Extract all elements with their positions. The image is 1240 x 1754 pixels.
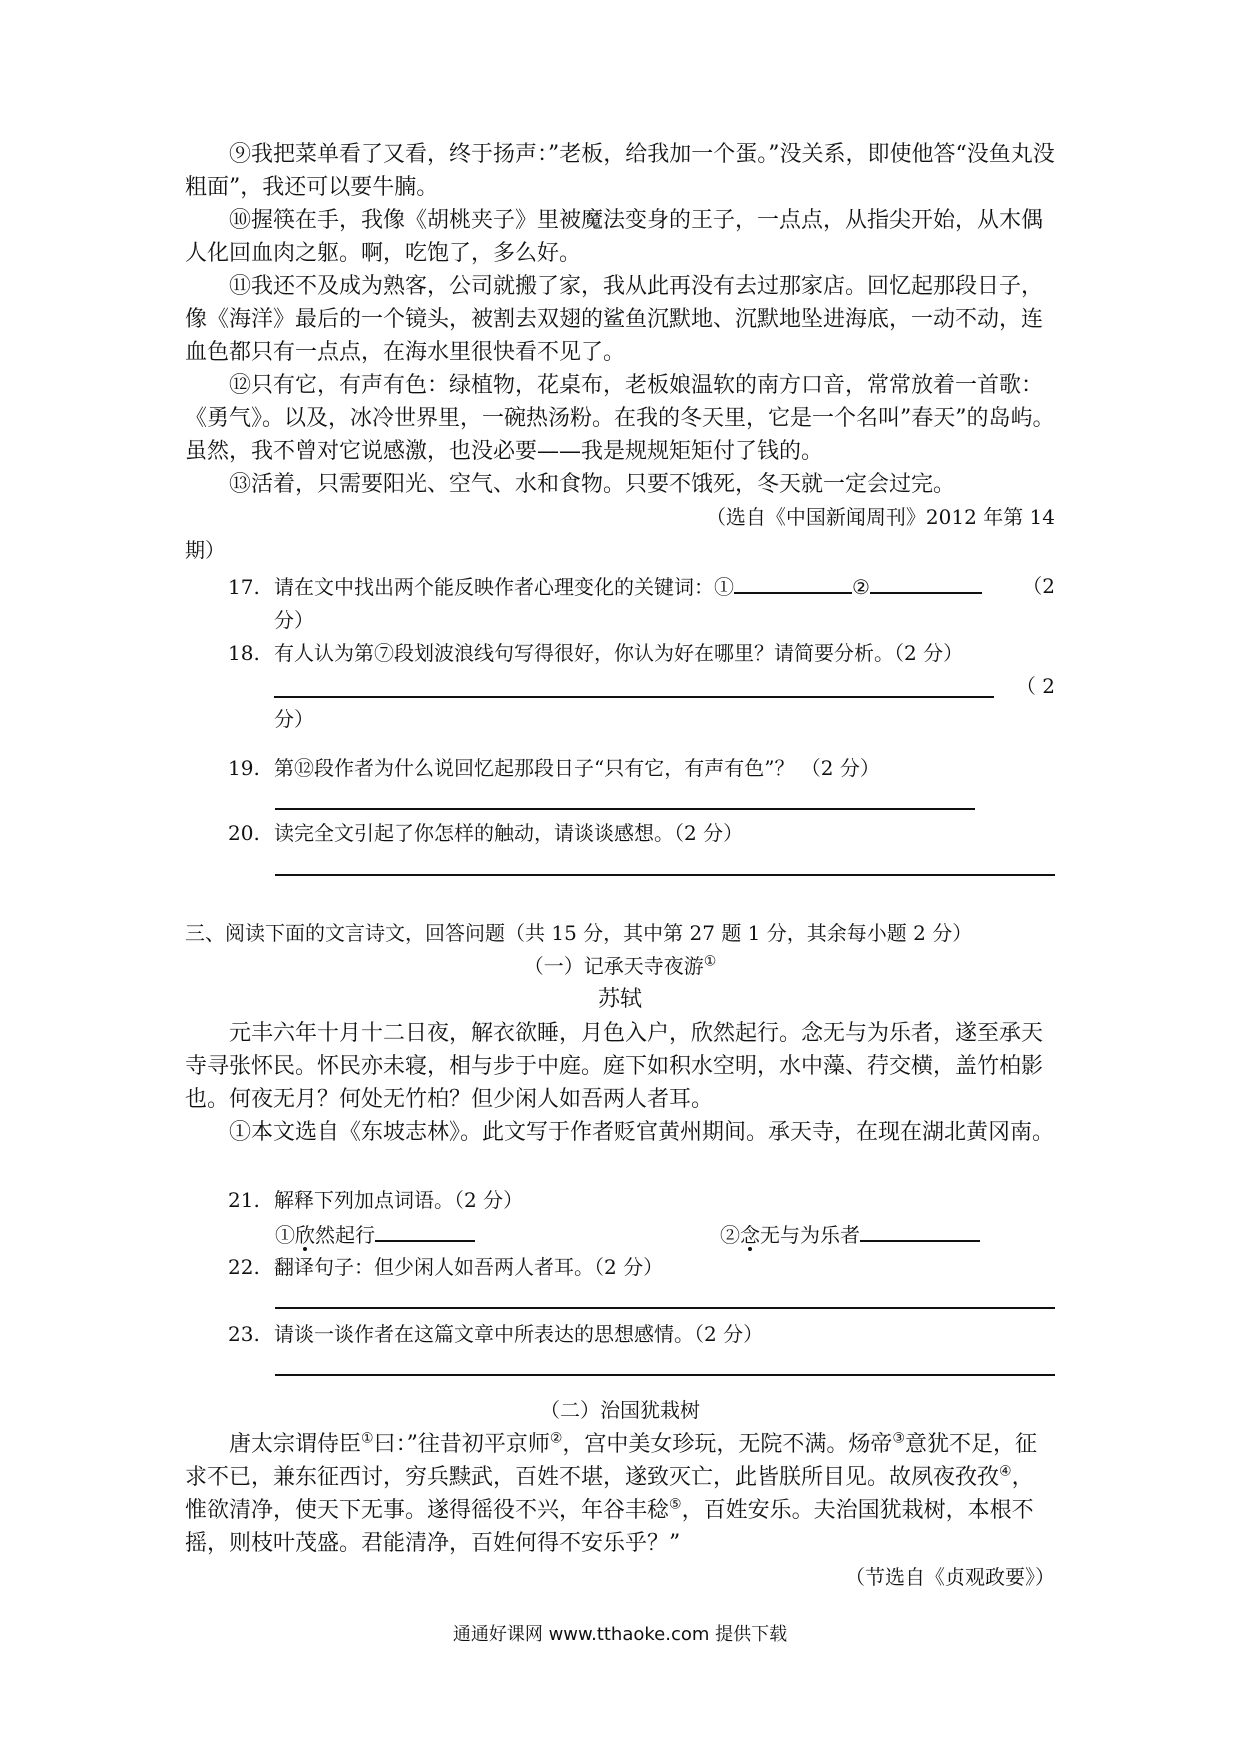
question-number: 19.	[228, 756, 260, 780]
question-22	[228, 1251, 1055, 1284]
question-18	[228, 637, 1055, 736]
footnote-marker: ⑤	[669, 1496, 682, 1513]
article-source	[185, 501, 1055, 567]
answer-blank-1[interactable]	[734, 570, 852, 594]
item-a-text: 然起行	[315, 1223, 375, 1247]
footnote-marker: ③	[892, 1430, 905, 1447]
part-1-title-text: （一）记承天寺夜游	[523, 954, 704, 978]
question-score-cont: 分）	[274, 707, 314, 731]
question-23	[228, 1318, 1055, 1351]
question-number: 20.	[228, 821, 260, 845]
part-2-title: （二）治国犹栽树	[540, 1398, 700, 1422]
dotted-word-a: 欣	[295, 1223, 315, 1247]
question-score-cont: 分）	[274, 608, 314, 632]
item-b-number: ②	[720, 1223, 740, 1247]
part-1-title	[185, 950, 1055, 983]
section-3-heading: 三、阅读下面的文言诗文，回答问题（共 15 分，其中第 27 题 1 分，其余每小题 2 分）	[185, 921, 973, 945]
part-1-title-note: ①	[703, 953, 717, 970]
answer-blank-21b[interactable]	[860, 1218, 980, 1242]
paragraph-11: ⑪我还不及成为熟客，公司就搬了家，我从此再没有去过那家店。回忆起那段日子，像《海洋》最后的一个镜头，被割去双翅的鲨鱼沉默地、沉默地坠进海底，一动不动，连血色都只有一点点，在海水里很快看不见了。	[185, 274, 1044, 365]
author: 苏轼	[597, 987, 642, 1012]
question-number: 21.	[228, 1188, 260, 1212]
paragraph-10: ⑩握筷在手，我像《胡桃夹子》里被魔法变身的王子，一点点，从指尖开始，从木偶人化回血肉之躯。啊，吃饱了，多么好。	[185, 208, 1044, 266]
paragraph-9: ⑨我把菜单看了又看，终于扬声：”老板，给我加一个蛋。”没关系，即使他答“没鱼丸没粗面”，我还可以要牛腩。	[185, 142, 1055, 200]
question-text: 请在文中找出两个能反映作者心理变化的关键词：①	[274, 575, 734, 599]
footnote-marker: ②	[549, 1430, 563, 1447]
question-number: 18.	[228, 641, 260, 665]
question-number: 23.	[228, 1322, 260, 1346]
question-number: 22.	[228, 1255, 260, 1279]
text2-segment: 曰：”往昔初平京师	[373, 1432, 550, 1457]
question-21	[228, 1184, 1055, 1217]
item-b	[720, 1218, 980, 1252]
answer-line-18[interactable]	[274, 674, 994, 698]
question-21-items	[275, 1218, 1055, 1251]
answer-blank-2[interactable]	[870, 570, 982, 594]
question-text: 第⑫段作者为什么说回忆起那段日子“只有它，有声有色”？ （2 分）	[274, 756, 880, 780]
question-text: 解释下列加点词语。（2 分）	[274, 1188, 524, 1212]
text2-segment: ，惟欲清净，使天下无事。遂得徭役不兴，年谷丰稔	[185, 1465, 1034, 1523]
classical-text-2	[185, 1428, 1055, 1560]
question-text: 翻译句子：但少闲人如吾两人者耳。（2 分）	[274, 1255, 664, 1279]
answer-line-19[interactable]	[275, 808, 975, 810]
question-score: （2	[1022, 574, 1055, 598]
paragraph-12: ⑫只有它，有声有色：绿植物，花桌布，老板娘温软的南方口音，常常放着一首歌：《勇气》。以及，冰冷世界里，一碗热汤粉。在我的冬天里，它是一个名叫”春天”的岛屿。虽然，我不曾对它说感激，也没必要——我是规规矩矩付了钱的。	[185, 373, 1055, 464]
item-b-text: 无与为乐者	[760, 1223, 860, 1247]
source-2-text: （节选自《贞观政要》）	[845, 1565, 1055, 1589]
dotted-word-b: 念	[740, 1223, 760, 1247]
source-line-1: （选自《中国新闻周刊》2012 年第 14	[705, 505, 1055, 529]
answer-line-20[interactable]	[275, 874, 1055, 876]
question-score: （ 2	[1015, 674, 1055, 698]
text2-segment: ，百姓安乐。夫治国犹栽树，本根不摇，则枝叶茂盛。君能清净，百姓何得不安乐乎？”	[185, 1498, 1034, 1556]
text2-segment: ，宫中美女珍玩，无院不满。炀帝	[562, 1432, 893, 1457]
footnote-marker: ④	[999, 1463, 1012, 1480]
question-text-mid: ②	[852, 575, 870, 599]
question-17	[228, 570, 1055, 637]
footnote-marker: ①	[361, 1430, 374, 1447]
source-line-2: 期）	[185, 538, 225, 562]
note-1: ①本文选自《东坡志林》。此文写于作者贬官黄州期间。承天寺，在现在湖北黄冈南。	[229, 1120, 1055, 1145]
item-a-number: ①	[275, 1223, 295, 1247]
answer-line-22[interactable]	[275, 1307, 1055, 1309]
question-text: 读完全文引起了你怎样的触动，请谈谈感想。（2 分）	[274, 821, 744, 845]
answer-blank-21a[interactable]	[375, 1218, 475, 1242]
question-number: 17.	[228, 575, 260, 599]
text2-segment: 唐太宗谓侍臣	[229, 1432, 362, 1457]
page-footer: 通通好课网 www.tthaoke.com 提供下载	[452, 1624, 788, 1645]
text2-segment: 意犹不足，征求不已，兼东征西讨，穷兵黩武，百姓不堪，遂致灭亡，此皆朕所目见。故夙夜孜孜	[185, 1432, 1037, 1490]
item-a	[275, 1218, 475, 1252]
question-text: 请谈一谈作者在这篇文章中所表达的思想感情。（2 分）	[274, 1322, 764, 1346]
source-2	[185, 1561, 1055, 1594]
paragraph-13: ⑬活着，只需要阳光、空气、水和食物。只要不饿死，冬天就一定会过完。	[229, 472, 956, 497]
question-19	[228, 752, 1055, 785]
question-text: 有人认为第⑦段划波浪线句写得很好，你认为好在哪里？请简要分析。（2 分）	[274, 641, 964, 665]
answer-line-23[interactable]	[275, 1374, 1055, 1376]
question-20	[228, 817, 1055, 850]
classical-text-1: 元丰六年十月十二日夜，解衣欲睡，月色入户，欣然起行。念无与为乐者，遂至承天寺寻张怀民。怀民亦未寝，相与步于中庭。庭下如积水空明，水中藻、荇交横，盖竹柏影也。何夜无月？何处无竹柏？但少闲人如吾两人者耳。	[185, 1021, 1044, 1112]
